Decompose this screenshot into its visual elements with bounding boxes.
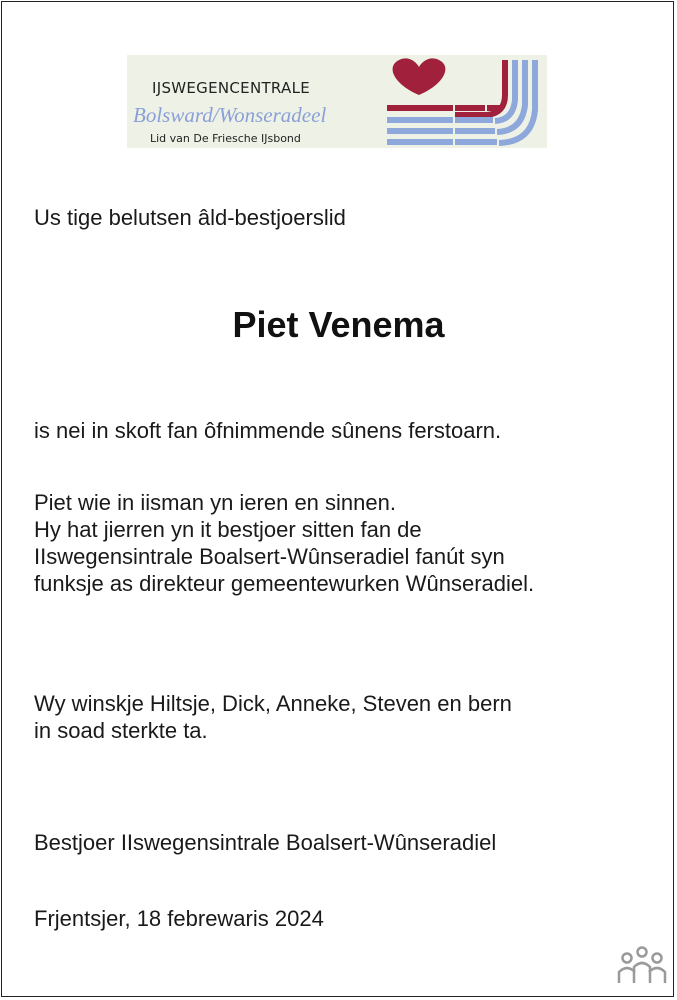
ijswegencentrale-logo	[127, 55, 547, 148]
biography-line: Hy hat jierren yn it bestjoer sitten fan de	[34, 517, 422, 542]
biography-line: funksje as direkteur gemeentewurken Wûnseradiel.	[34, 571, 535, 596]
death-notice: is nei in skoft fan ôfnimmende sûnens ferstoarn.	[34, 418, 502, 443]
people-group-icon	[616, 945, 668, 985]
wish-line: in soad sterkte ta.	[34, 718, 208, 743]
logo-subtitle: Bolsward/Wonseradeel	[133, 103, 327, 127]
logo-title: IJSWEGENCENTRALE	[152, 79, 311, 97]
logo-membership: Lid van De Friesche IJsbond	[150, 132, 301, 145]
intro-line: Us tige belutsen âld-bestjoerslid	[34, 205, 346, 230]
place-date: Frjentsjer, 18 febrewaris 2024	[34, 906, 324, 931]
biography	[34, 489, 534, 597]
wish-line: Wy winskje Hiltsje, Dick, Anneke, Steven en bern	[34, 691, 512, 716]
condolence-wish	[34, 690, 512, 744]
heart-track-icon	[377, 55, 547, 148]
biography-line: IIswegensintrale Boalsert-Wûnseradiel fanút syn	[34, 544, 505, 569]
deceased-name: Piet Venema	[232, 304, 445, 345]
biography-line: Piet wie in iisman yn ieren en sinnen.	[34, 490, 396, 515]
signature: Bestjoer IIswegensintrale Boalsert-Wûnseradiel	[34, 830, 497, 855]
